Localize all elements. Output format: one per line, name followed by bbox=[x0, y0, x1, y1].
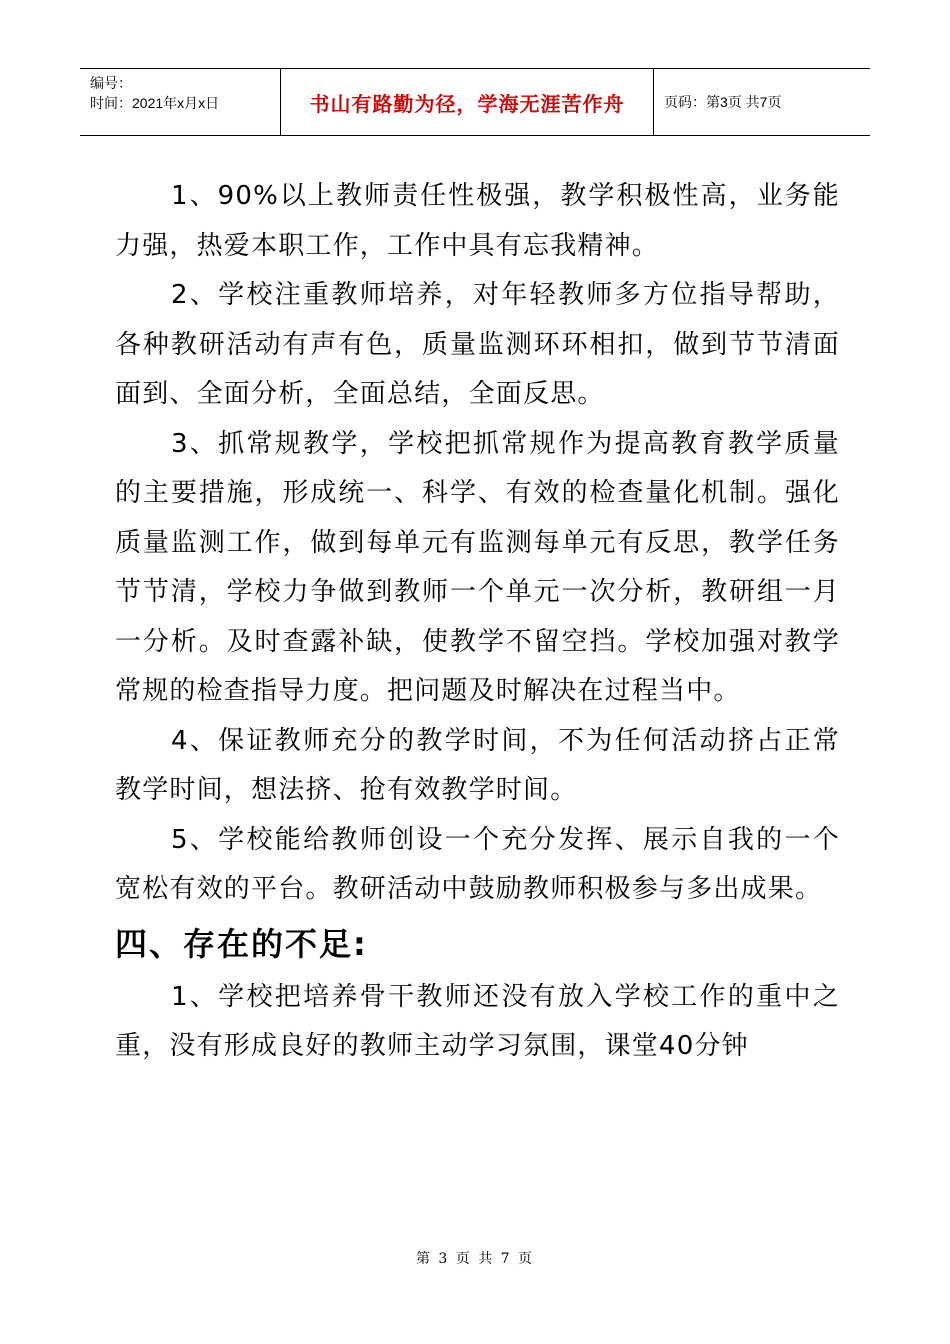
paragraph: 1、学校把培养骨干教师还没有放入学校工作的重中之重，没有形成良好的教师主动学习氛围，课堂40分钟 bbox=[115, 981, 840, 1061]
time-label: 时间：2021年x月x日 bbox=[90, 95, 220, 111]
page-header bbox=[80, 68, 870, 136]
header-motto: 书山有路勤为径，学海无涯苦作舟 bbox=[281, 69, 654, 135]
paragraph: 2、学校注重教师培养，对年轻教师多方位指导帮助，各种教研活动有声有色，质量监测环环相扣，做到节节清面面到、全面分析，全面总结，全面反思。 bbox=[115, 280, 840, 409]
paragraph: 3、抓常规教学，学校把抓常规作为提高教育教学质量的主要措施，形成统一、科学、有效的检查量化机制。强化质量监测工作，做到每单元有监测每单元有反思，教学任务节节清，学校力争做到教师一个单元一次分析，教研组一月一分析。及时查露补缺，使教学不留空挡。学校加强对教学常规的检查指导力度。把问题及时解决在过程当中。 bbox=[115, 428, 840, 706]
number-label: 编号： bbox=[90, 75, 132, 91]
page-footer: 第 3 页 共 7 页 bbox=[415, 1251, 535, 1267]
paragraph: 4、保证教师充分的教学时间，不为任何活动挤占正常教学时间，想法挤、抢有效教学时间。 bbox=[115, 725, 840, 805]
section-heading: 四、存在的不足: bbox=[115, 924, 368, 963]
document-body bbox=[115, 172, 840, 1072]
header-page-info: 页码：第3页 共7页 bbox=[664, 94, 782, 110]
header-meta-cell bbox=[80, 69, 281, 135]
paragraph: 1、90%以上教师责任性极强，教学积极性高，业务能力强，热爱本职工作，工作中具有忘我精神。 bbox=[115, 181, 840, 261]
paragraph: 5、学校能给教师创设一个充分发挥、展示自我的一个宽松有效的平台。教研活动中鼓励教师积极参与多出成果。 bbox=[115, 824, 840, 904]
